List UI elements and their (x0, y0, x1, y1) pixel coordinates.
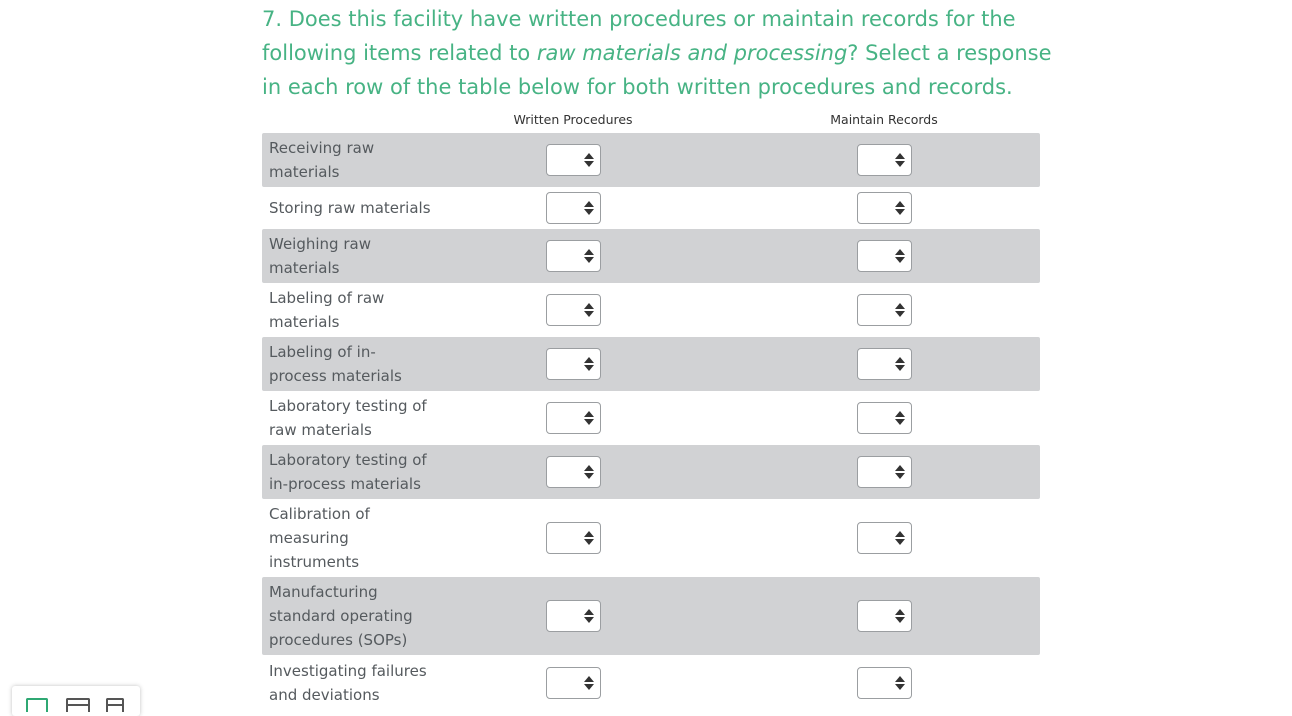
matrix-row (262, 229, 1040, 283)
tablet-view-icon[interactable] (66, 698, 90, 712)
written-procedures-select[interactable] (546, 522, 601, 554)
select-arrows-icon (895, 248, 905, 264)
written-procedures-select[interactable] (546, 600, 601, 632)
written-procedures-select[interactable] (546, 294, 601, 326)
written-procedures-select[interactable] (546, 144, 601, 176)
question-suffix: ? Select a response in each row of the table below for both written procedures and records. (262, 41, 1052, 99)
preview-device-toolbar (12, 686, 140, 716)
matrix-row (262, 445, 1040, 499)
matrix-row (262, 337, 1040, 391)
matrix-header (262, 110, 1040, 133)
select-arrows-icon (895, 302, 905, 318)
select-arrows-icon (895, 464, 905, 480)
maintain-records-select[interactable] (857, 240, 912, 272)
matrix-row (262, 655, 1040, 711)
written-procedures-select[interactable] (546, 456, 601, 488)
written-procedures-select[interactable] (546, 348, 601, 380)
question-prefix: 7. Does this facility have written procedures or maintain records for the following items related to (262, 7, 1016, 65)
row-label: Laboratory testing of in-process materials (269, 451, 427, 493)
written-procedures-select[interactable] (546, 402, 601, 434)
row-label: Calibration of measuring instruments (269, 505, 370, 571)
maintain-records-select[interactable] (857, 522, 912, 554)
select-arrows-icon (895, 675, 905, 691)
select-arrows-icon (895, 356, 905, 372)
row-label: Receiving raw materials (269, 139, 375, 181)
column-header-written-procedures: Written Procedures (513, 112, 633, 127)
maintain-records-select[interactable] (857, 192, 912, 224)
row-label: Labeling of in-process materials (269, 343, 402, 385)
select-arrows-icon (584, 530, 594, 546)
mobile-view-icon[interactable] (106, 698, 124, 712)
row-label: Weighing raw materials (269, 235, 371, 277)
select-arrows-icon (584, 464, 594, 480)
maintain-records-select[interactable] (857, 600, 912, 632)
row-label: Storing raw materials (269, 199, 431, 217)
select-arrows-icon (584, 675, 594, 691)
row-label: Investigating failures and deviations (269, 662, 427, 704)
select-arrows-icon (584, 200, 594, 216)
maintain-records-select[interactable] (857, 456, 912, 488)
row-label: Laboratory testing of raw materials (269, 397, 427, 439)
matrix-row (262, 499, 1040, 577)
maintain-records-select[interactable] (857, 144, 912, 176)
matrix-row (262, 577, 1040, 655)
row-label: Labeling of raw materials (269, 289, 385, 331)
select-arrows-icon (584, 248, 594, 264)
select-arrows-icon (895, 152, 905, 168)
written-procedures-select[interactable] (546, 192, 601, 224)
select-arrows-icon (895, 608, 905, 624)
matrix-row (262, 391, 1040, 445)
desktop-view-icon[interactable] (26, 698, 48, 712)
select-arrows-icon (584, 608, 594, 624)
select-arrows-icon (584, 356, 594, 372)
select-arrows-icon (584, 410, 594, 426)
select-arrows-icon (584, 302, 594, 318)
column-header-maintain-records: Maintain Records (830, 112, 938, 127)
matrix-row (262, 187, 1040, 229)
maintain-records-select[interactable] (857, 294, 912, 326)
select-arrows-icon (584, 152, 594, 168)
matrix-row (262, 283, 1040, 337)
response-matrix (262, 110, 1040, 711)
question-emphasis: raw materials and processing (536, 41, 848, 65)
matrix-row (262, 133, 1040, 187)
select-arrows-icon (895, 200, 905, 216)
question-title (262, 2, 1052, 104)
written-procedures-select[interactable] (546, 667, 601, 699)
select-arrows-icon (895, 530, 905, 546)
maintain-records-select[interactable] (857, 667, 912, 699)
row-label: Manufacturing standard operating procedures (SOPs) (269, 583, 413, 649)
maintain-records-select[interactable] (857, 348, 912, 380)
maintain-records-select[interactable] (857, 402, 912, 434)
written-procedures-select[interactable] (546, 240, 601, 272)
select-arrows-icon (895, 410, 905, 426)
